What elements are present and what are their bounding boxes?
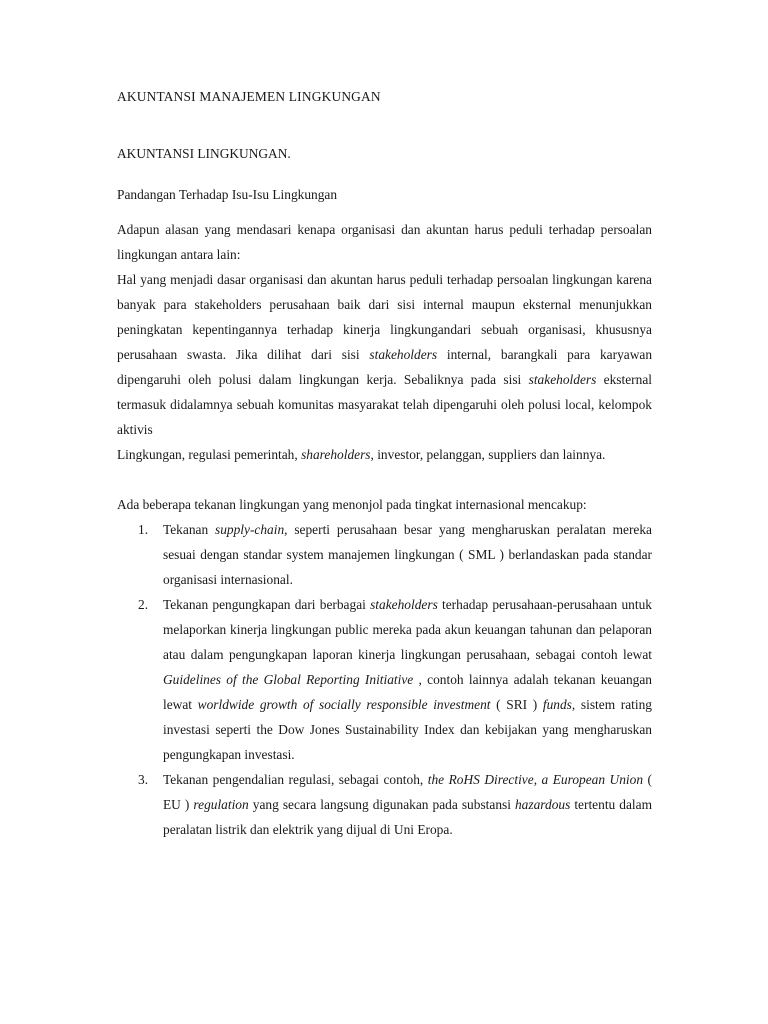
section-heading: AKUNTANSI LINGKUNGAN.: [117, 146, 291, 161]
italic-term: regulation: [193, 797, 249, 812]
paragraph-pressures-intro: Ada beberapa tekanan lingkungan yang menonjol pada tingkat internasional mencakup:: [117, 497, 587, 512]
text-span: , investor, pelanggan, suppliers dan lainnya.: [370, 447, 606, 462]
text-span: ( EU ): [163, 772, 653, 812]
italic-term: funds: [542, 697, 572, 712]
italic-term: a European Union: [541, 772, 644, 787]
list-item: [117, 767, 652, 842]
italic-term: worldwide growth of socially responsible investment: [197, 697, 491, 712]
text-span: , seperti perusahaan besar yang mengharuskan peralatan mereka sesuai dengan standar system manajemen lingkungan ( SML ) berlandaskan pada standar organisasi internasional.: [163, 522, 652, 587]
list-item: [117, 517, 652, 592]
text-span: internal, barangkali para karyawan dipengaruhi oleh polusi dalam lingkungan kerja. Sebaliknya pada sisi: [117, 347, 653, 387]
paragraph-stakeholders: [117, 442, 652, 467]
italic-term: stakeholders: [528, 372, 597, 387]
paragraph-reasons: [117, 267, 652, 442]
text-span: Hal yang menjadi dasar organisasi dan akuntan harus peduli terhadap persoalan lingkungan karena banyak para stakeholders perusahaan baik dari sisi internal maupun eksternal menunjukkan peningkatan kepentingannya terhadap kinerja lingkungandari sebuah organisasi, khususnya perusahaan swasta. Jika dilihat dari sisi: [117, 272, 652, 362]
subheading: Pandangan Terhadap Isu-Isu Lingkungan: [117, 187, 338, 202]
text-span: ,: [533, 772, 542, 787]
text-span: , sistem rating investasi seperti the Dow Jones Sustainability Index dan kebijakan yang mengharuskan pengungkapan investasi.: [163, 697, 652, 762]
italic-term: the RoHS Directive: [427, 772, 534, 787]
pressures-list: [117, 517, 652, 842]
list-number: 1.: [138, 522, 149, 537]
italic-term: Guidelines of the Global Reporting Initiative: [163, 672, 414, 687]
text-span: Lingkungan, regulasi pemerintah,: [117, 447, 302, 462]
paragraph-intro: Adapun alasan yang mendasari kenapa organisasi dan akuntan harus peduli terhadap persoalan lingkungan antara lain:: [117, 222, 652, 262]
text-span: Tekanan pengendalian regulasi, sebagai contoh,: [163, 772, 428, 787]
italic-term: hazardous: [514, 797, 571, 812]
text-span: , contoh lainnya adalah tekanan keuangan lewat: [163, 672, 652, 712]
text-span: tertentu dalam peralatan listrik dan elektrik yang dijual di Uni Eropa.: [163, 797, 652, 837]
document-page: [117, 84, 652, 842]
italic-term: stakeholders: [370, 597, 438, 612]
text-span: eksternal termasuk didalamnya sebuah komunitas masyarakat telah dipengaruhi oleh polusi local, kelompok aktivis: [117, 372, 652, 437]
text-span: Tekanan pengungkapan dari berbagai: [163, 597, 371, 612]
text-span: ( SRI ): [490, 697, 543, 712]
list-item: [117, 592, 652, 767]
italic-term: supply-chain: [214, 522, 285, 537]
italic-term: stakeholders: [369, 347, 438, 362]
document-title: AKUNTANSI MANAJEMEN LINGKUNGAN: [117, 89, 381, 104]
list-number: 3.: [138, 772, 149, 787]
text-span: terhadap perusahaan-perusahaan untuk melaporkan kinerja lingkungan public mereka pada akun keuangan tahunan dan pelaporan atau dalam pengungkapan laporan kinerja lingkungan perusahaan, sebagai contoh lewat: [163, 597, 652, 662]
italic-term: shareholders: [301, 447, 371, 462]
text-span: Tekanan: [163, 522, 215, 537]
paragraph-gap: [117, 467, 652, 492]
text-span: yang secara langsung digunakan pada substansi: [248, 797, 515, 812]
list-number: 2.: [138, 597, 149, 612]
